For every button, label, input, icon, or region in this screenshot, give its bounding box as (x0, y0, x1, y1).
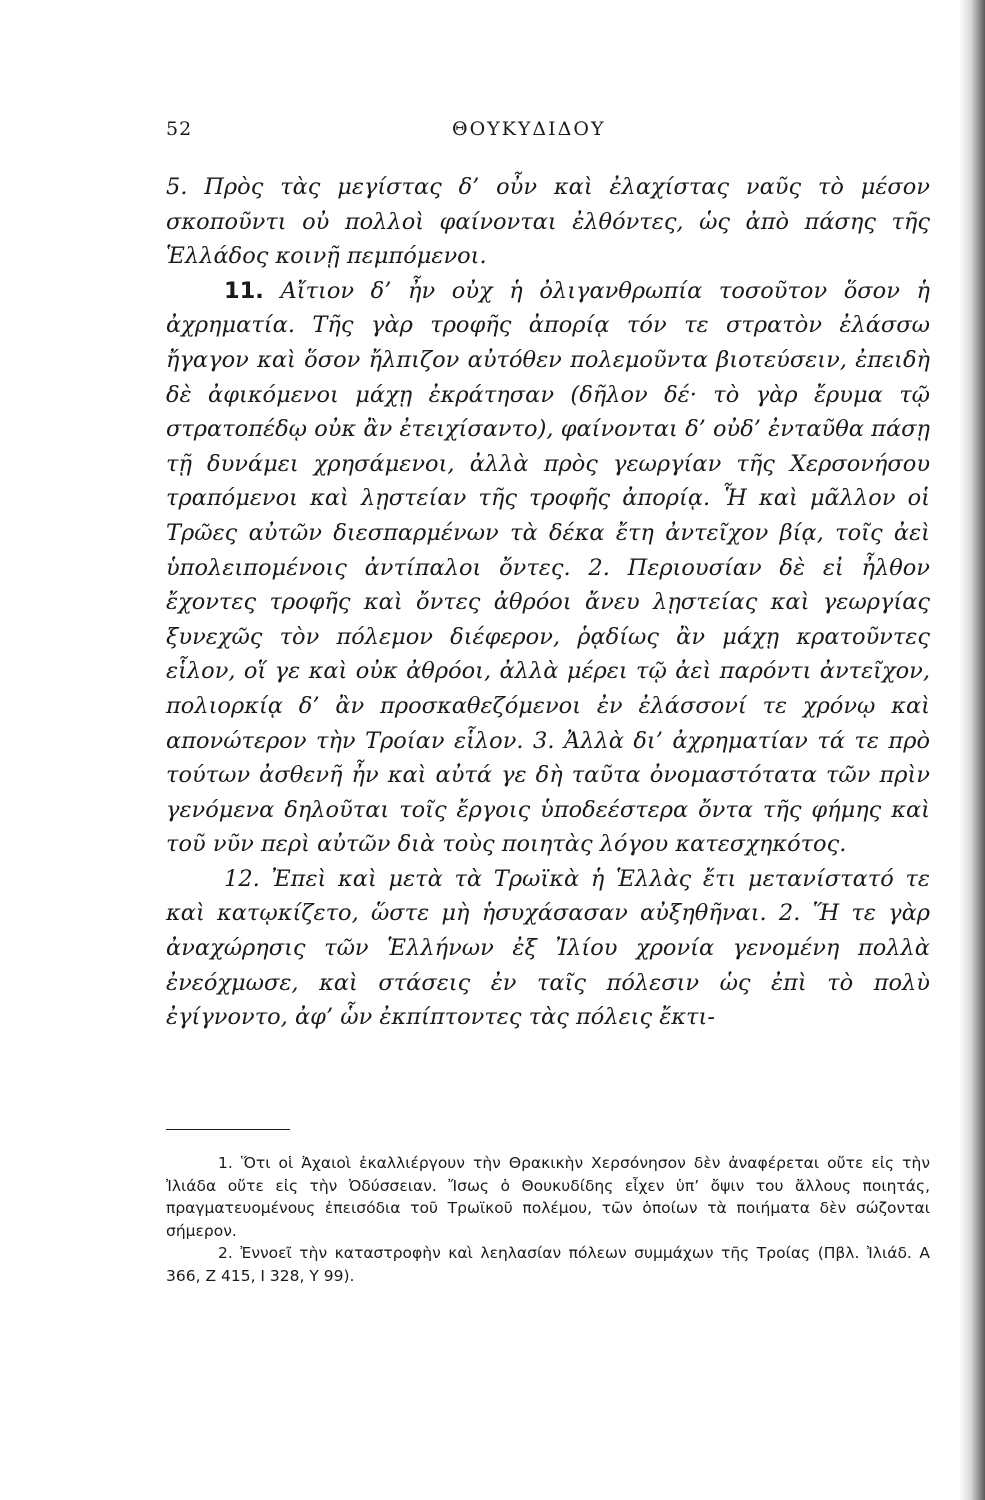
footnote-1: 1. Ὅτι οἱ Ἀχαιοὶ ἐκαλλιέργουν τὴν Θρακικὴν Χερσόνησον δὲν ἀναφέρεται οὔτε εἰς τὴν Ἰλιάδα οὔτε εἰς τὴν Ὀδύσσειαν. Ἴσως ὁ Θουκυδίδης εἶχεν ὑπ’ ὄψιν του ἄλλους ποιητάς, πραγματευομένους ἐπεισόδια τοῦ Τρωϊκοῦ πολέμου, τῶν ὁποίων τὰ ποιήματα δὲν σώζονται σήμερον. (166, 1154, 930, 1240)
page-number: 52 (166, 118, 193, 140)
footnotes (166, 1152, 930, 1287)
page-edge-shadow (959, 0, 985, 1500)
paragraph-5: 5. Πρὸς τὰς μεγίστας δ’ οὖν καὶ ἐλαχίστας ναῦς τὸ μέσον σκοποῦντι οὐ πολλοὶ φαίνονται ἐλθόντες, ὡς ἀπὸ πάσης τῆς Ἑλλάδος κοινῇ πεμπόμενοι. (166, 174, 930, 270)
running-head: ΘΟΥΚΥΔΙΔΟΥ (452, 118, 606, 140)
main-text (166, 170, 930, 1035)
paragraph-12: 12. Ἐπεὶ καὶ μετὰ τὰ Τρωϊκὰ ἡ Ἑλλὰς ἔτι μετανίστατό τε καὶ κατῳκίζετο, ὥστε μὴ ἡσυχάσασαν αὐξηθῆναι. 2. Ἥ τε γὰρ ἀναχώρησις τῶν Ἑλλήνων ἐξ Ἰλίου χρονία γενομένη πολλὰ ἐνεόχμωσε, καὶ στάσεις ἐν ταῖς πόλεσιν ὡς ἐπὶ τὸ πολὺ ἐγίγνοντο, ἀφ’ ὧν ἐκπίπτοντες τὰς πόλεις ἔκτι- (166, 865, 930, 1031)
section-number: 11. (224, 277, 264, 304)
footnote-rule (166, 1129, 290, 1130)
paragraph-11 (166, 274, 930, 862)
footnote-2: 2. Ἐννοεῖ τὴν καταστροφὴν καὶ λεηλασίαν πόλεων συμμάχων τῆς Τροίας (Πβλ. Ἰλιάδ. Α 366, Ζ 415, Ι 328, Υ 99). (166, 1244, 930, 1285)
paragraph-11-text: Αἴτιον δ’ ἦν οὐχ ἡ ὀλιγανθρωπία τοσοῦτον ὅσον ἡ ἀχρηματία. Τῆς γὰρ τροφῆς ἀπορίᾳ τόν τε στρατὸν ἐλάσσω ἤγαγον καὶ ὅσον ἤλπιζον αὐτόθεν πολεμοῦντα βιοτεύσειν, ἐπειδὴ δὲ ἀφικόμενοι μάχῃ ἐκράτησαν (δῆλον δέ· τὸ γὰρ ἔρυμα τῷ στρατοπέδῳ οὐκ ἂν ἐτειχίσαντο), φαίνονται δ’ οὐδ’ ἐνταῦθα πάσῃ τῇ δυνάμει χρησάμενοι, ἀλλὰ πρὸς γεωργίαν τῆς Χερσονήσου τραπόμενοι καὶ λῃστείαν τῆς τροφῆς ἀπορίᾳ. Ἧ καὶ μᾶλλον οἱ Τρῶες αὐτῶν διεσπαρμένων τὰ δέκα ἔτη ἀντεῖχον βίᾳ, τοῖς ἀεὶ ὑπολειπομένοις ἀντίπαλοι ὄντες. 2. Περιουσίαν δὲ εἰ ἦλθον ἔχοντες τροφῆς καὶ ὄντες ἀθρόοι ἄνευ λῃστείας καὶ γεωργίας ξυνεχῶς τὸν πόλεμον διέφερον, ῥᾳδίως ἂν μάχῃ κρατοῦντες εἷλον, οἵ γε καὶ οὐκ ἀθρόοι, ἀλλὰ μέρει τῷ ἀεὶ παρόντι ἀντεῖχον, πολιορκίᾳ δ’ ἂν προσκαθεζόμενοι ἐν ἐλάσσονί τε χρόνῳ καὶ απονώτερον τὴν Τροίαν εἷλον. 3. Ἀλλὰ δι’ ἀχρηματίαν τά τε πρὸ τούτων ἀσθενῆ ἦν καὶ αὐτά γε δὴ ταῦτα ὀνομαστότατα τῶν πρὶν γενόμενα δηλοῦται τοῖς ἔργοις ὑποδεέστερα ὄντα τῆς φήμης καὶ τοῦ νῦν περὶ αὐτῶν διὰ τοὺς ποιητὰς λόγου κατεσχηκότος. (166, 277, 930, 858)
